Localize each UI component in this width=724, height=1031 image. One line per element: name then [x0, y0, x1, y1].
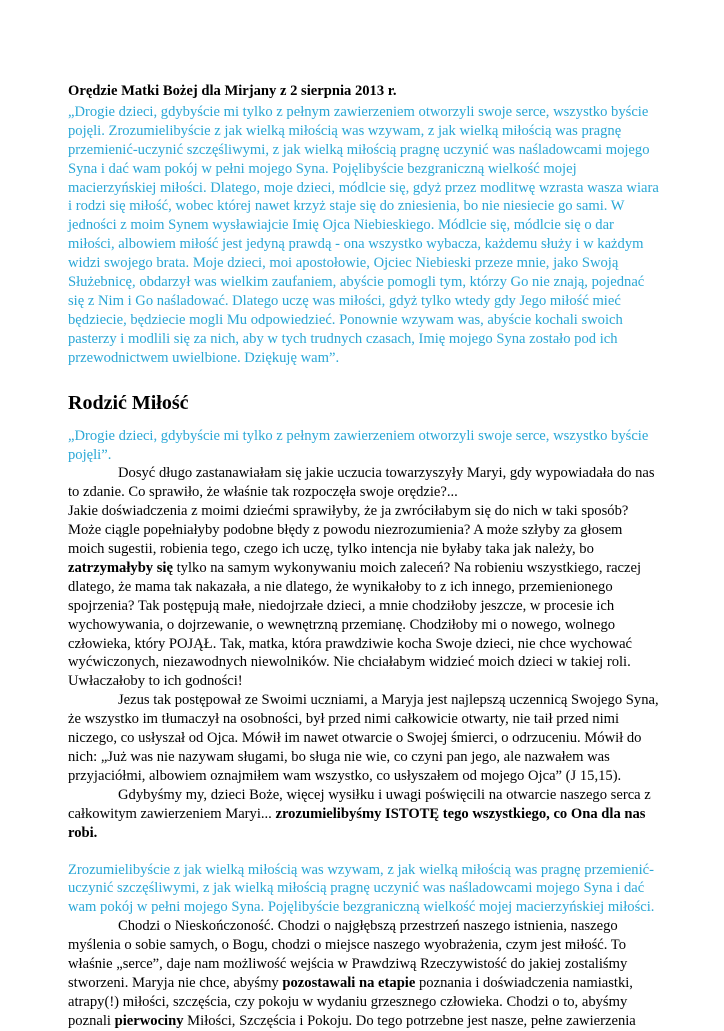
quote-2: Zrozumielibyście z jak wielką miłością was wzywam, z jak wielką miłością was pragnę przemienić-uczynić szczęśliwymi, z jak wielką miłością pragnę uczynić was naśladowcami mojego Syna i dać wam pokój w pełni mojego Syna. Pojęlibyście bezgraniczną wielkość mojej macierzyńskiej miłości.	[68, 861, 655, 916]
paragraph-2	[68, 502, 660, 691]
paragraph-4	[68, 786, 660, 843]
paragraph-5-text-a: Chodzi o Nieskończoność. Chodzi o najgłębszą przestrzeń naszego istnienia, naszego myślenia o sobie samych, o Bogu, chodzi o miejsce naszego wyobrażenia, czym jest miłość. To właśnie „serce”, daje nam możliwość wejścia w Prawdziwą Rzeczywistość do jakiej zostaliśmy stworzeni. Maryja nie chce, abyśmy	[68, 918, 628, 991]
paragraph-4-text: Gdybyśmy my, dzieci Boże, więcej wysiłku i uwagi poświęcili na otwarcie naszego serca z całkowitym zawierzeniem Maryi...	[68, 786, 651, 822]
paragraph-5-text-c: Miłości, Szczęścia i Pokoju. Do tego potrzebne jest nasze, pełne zawierzenia	[183, 1012, 636, 1029]
paragraph-3: Jezus tak postępował ze Swoimi uczniami, a Maryja jest najlepszą uczennicą Swojego Syna, że wszystko im tłumaczył na osobności, był przed nimi całkowicie otwarty, nie taił przed nimi niczego, co usłyszał od Ojca. Mówił im nawet otwarcie o Swojej śmierci, o odrzuceniu. Mówił do nich: „Już was nie nazywam sługami, bo sługa nie wie, co czyni pan jego, ale nazwałem was przyjaciółmi, albowiem oznajmiłem wam wszystko, co usłyszałem od mojego Ojca” (J 15,15).	[68, 692, 659, 784]
paragraph-5-bold-b: pierwociny	[114, 1012, 184, 1029]
message-text: „Drogie dzieci, gdybyście mi tylko z pełnym zawierzeniem otworzyli swoje serce, wszystko byście pojęli. Zrozumielibyście z jak wielką miłością was wzywam, z jak wielką miłością was pragnę przemienić-uczynić szczęśliwymi, z jak wielką miłością pragnę uczynić was naśladowcami mojego Syna i dać wam pokój w pełni mojego Syna. Pojęlibyście bezgraniczną wielkość mojej macierzyńskiej miłości. Dlatego, moje dzieci, módlcie się, gdyż przez modlitwę wzrasta wasza wiara i rodzi się miłość, wobec której nawet krzyż staje się do zniesienia, bo nie niesiecie go sami. W jedności z moim Synem wysławiajcie Imię Ojca Niebieskiego. Módlcie się, módlcie się o dar miłości, albowiem miłość jest jedyną prawdą - ona wszystko wybacza, każdemu służy i w każdym widzi swojego brata. Moje dzieci, moi apostołowie, Ojciec Niebieski przeze mnie, jako Swoją Służebnicę, obdarzył was wielkim zaufaniem, abyście pomogli tym, którzy Go nie znają, pojednać się z Nim i Go naśladować. Dlatego uczę was miłości, gdyż tylko wtedy gdy Jego miłość mieć będziecie, będziecie mogli Mu odpowiedzieć. Ponownie wzywam was, abyście kochali swoich pasterzy i modlili się za nich, aby w tych trudnych czasach, Imię mojego Syna zostało pod ich przewodnictwem uwielbione. Dziękuję wam”.	[68, 103, 659, 366]
spacer	[68, 843, 660, 861]
paragraph-1: Dosyć długo zastanawiałam się jakie uczucia towarzyszyły Maryi, gdy wypowiadała do nas to zdanie. Co sprawiło, że właśnie tak rozpoczęła swoje orędzie?...	[68, 465, 655, 501]
paragraph-5-bold-a: pozostawali na etapie	[282, 974, 416, 991]
paragraph-5-text-b: poznania i doświadczenia namiastki, atrapy(!) miłości, szczęścia, czy pokoju w wydaniu grzesznego człowieka. Chodzi o to, abyśmy poznali	[68, 974, 633, 1029]
document-page	[68, 82, 660, 1031]
paragraph-2-text-a: Jakie doświadczenia z moimi dziećmi sprawiłyby, że ja zwróciłabym się do nich w taki sposób? Może ciągle popełniałyby podobne błędy z powodu niezrozumienia? A może szłyby za głosem moich sugestii, robienia tego, czego ich uczę, tylko intencja nie byłaby taka jak należy, bo	[68, 503, 629, 558]
document-title: Orędzie Matki Bożej dla Mirjany z 2 sierpnia 2013 r.	[68, 83, 397, 99]
quote-1: „Drogie dzieci, gdybyście mi tylko z pełnym zawierzeniem otworzyli swoje serce, wszystko byście pojęli”.	[68, 427, 649, 463]
paragraph-5	[68, 917, 660, 1030]
paragraph-2-bold: zatrzymałyby się	[68, 559, 173, 576]
paragraph-2-text-b: tylko na samym wykonywaniu moich zaleceń? Na robieniu wszystkiego, raczej dlatego, że mama tak nakazała, a nie dlatego, że wynikałoby to z ich innego, przemienionego spojrzenia? Tak postępują małe, niedojrzałe dzieci, a mnie chodziłoby jeszcze, w procesie ich wychowywania, o dojrzewanie, o wewnętrzną przemianę. Chodziłoby mi o nowego, wolnego człowieka, który POJĄŁ. Tak, matka, która prawdziwie kocha Swoje dzieci, nie chce wychować wyćwiczonych, niezawodnych niewolników. Nie chciałabym widzieć moich dzieci w takiej roli. Uwłaczałoby to ich godności!	[68, 559, 642, 690]
paragraph-4-bold: zrozumielibyśmy ISTOTĘ tego wszystkiego, co Ona dla nas robi.	[68, 805, 646, 841]
section-heading: Rodzić Miłość	[68, 391, 189, 414]
